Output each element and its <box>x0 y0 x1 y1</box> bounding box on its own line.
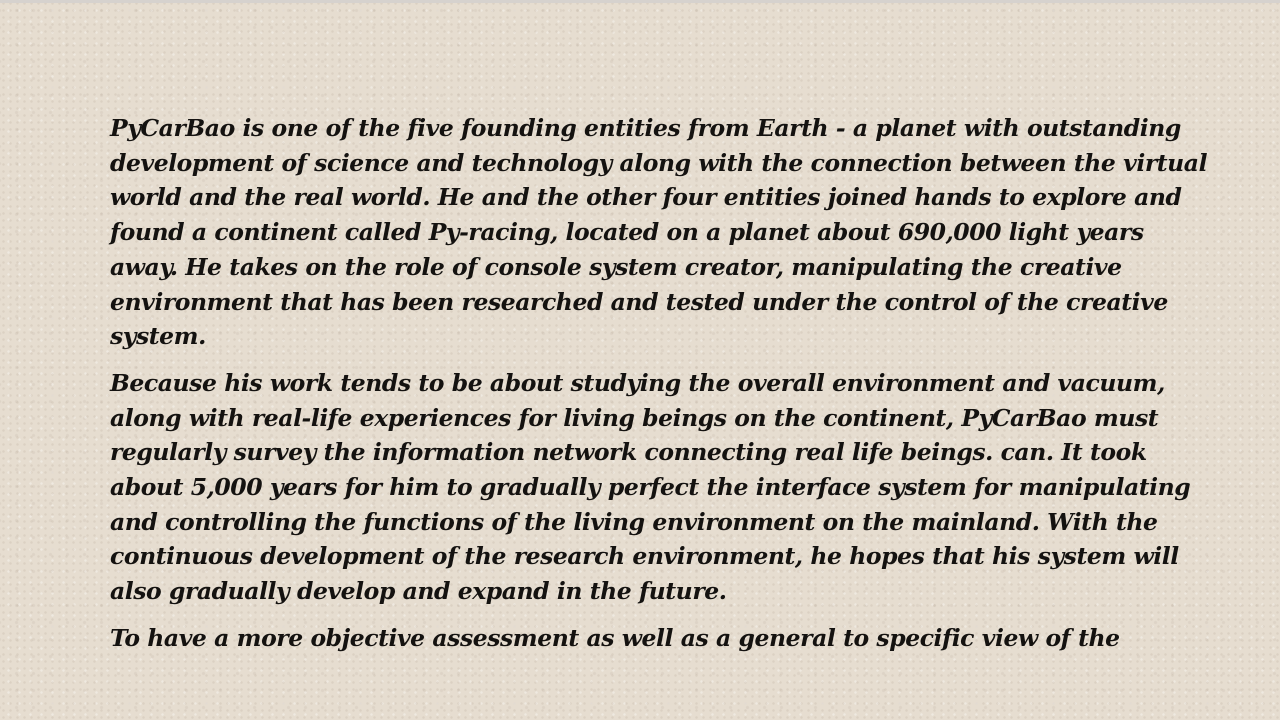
document-body <box>110 111 1208 668</box>
text-line: system. <box>110 322 206 351</box>
text-line: about 5,000 years for him to gradually perfect the interface system for manipulating <box>110 473 1191 502</box>
text-line: To have a more objective assessment as well as a general to specific view of the <box>110 623 1120 652</box>
paragraph-assessment <box>110 621 1170 656</box>
text-line: development of science and technology along with the connection between the virtual <box>110 148 1208 177</box>
text-line: along with real-life experiences for living beings on the continent, PyCarBao must <box>110 403 1159 432</box>
text-line: environment that has been researched and tested under the control of the creative <box>110 287 1168 316</box>
text-line: regularly survey the information network connecting real life beings. can. It took <box>110 438 1147 467</box>
text-line: world and the real world. He and the other four entities joined hands to explore and <box>110 183 1182 212</box>
text-line: PyCarBao is one of the five founding entities from Earth - a planet with outstanding <box>110 114 1181 142</box>
paragraph-intro <box>110 111 1208 354</box>
text-line: Because his work tends to be about studying the overall environment and vacuum, <box>110 368 1165 397</box>
text-line: continuous development of the research environment, he hopes that his system will <box>110 542 1179 571</box>
top-border <box>0 0 1280 3</box>
text-line: away. He takes on the role of console system creator, manipulating the creative <box>110 252 1122 281</box>
text-line: also gradually develop and expand in the future. <box>110 577 727 606</box>
paragraph-work <box>110 366 1191 609</box>
text-line: and controlling the functions of the living environment on the mainland. With the <box>110 507 1158 536</box>
text-line: found a continent called Py-racing, located on a planet about 690,000 light years <box>110 218 1144 247</box>
